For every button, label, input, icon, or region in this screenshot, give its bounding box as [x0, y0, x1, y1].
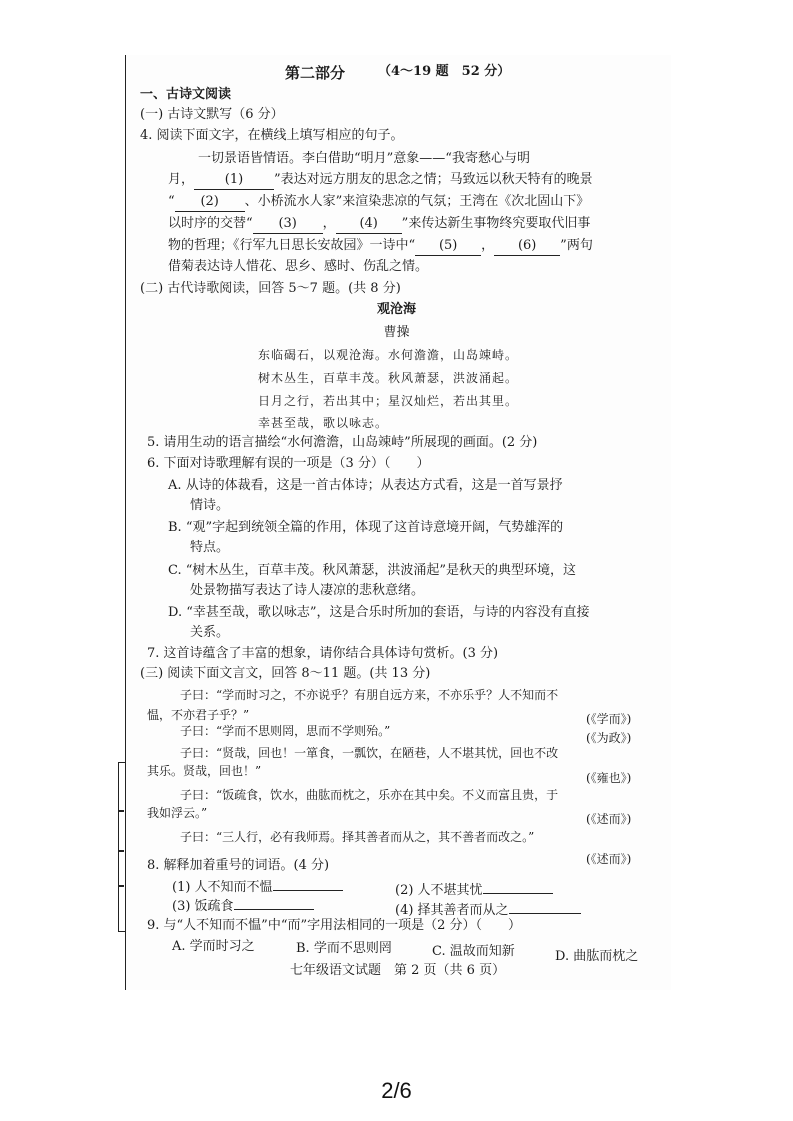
source-label: (《为政》): [586, 731, 632, 745]
margin-bracket: [118, 762, 125, 932]
section-title: 一、古诗文阅读: [140, 87, 232, 102]
classical-para-1: 子曰：“学而时习之，不亦说乎？有朋自远方来，不亦乐乎？人不知而不: [180, 688, 559, 702]
source-label: (《学而》): [586, 712, 632, 726]
q9-option-a[interactable]: A. 学而时习之: [172, 939, 255, 954]
classical-para-5: 子曰：“三人行，必有我师焉。择其善者而从之，其不善者而改之。”: [180, 830, 535, 844]
answer-blank-8-4[interactable]: [509, 913, 581, 914]
classical-para-4: 子曰：“饭疏食，饮水，曲肱而枕之，乐亦在其中矣。不义而富且贵，于: [180, 788, 559, 802]
answer-blank-5[interactable]: (5): [415, 237, 481, 256]
answer-blank-6[interactable]: (6): [494, 237, 560, 256]
margin-tick: [118, 885, 124, 887]
q8-item-4: (4) 择其善者而从之: [395, 902, 581, 920]
option-b[interactable]: B. “观”字起到统领全篇的作用，体现了这首诗意境开阔，气势雄浑的: [168, 520, 564, 535]
q4-line-4: 以时序的交替“ (3) ， (4) ”来传达新生事物终究要取代旧事: [168, 215, 590, 234]
classical-para-4-cont: 我如浮云。”: [147, 806, 208, 820]
margin-tick: [118, 810, 124, 812]
poem-line: 东临碣石，以观沧海。水何澹澹，山岛竦峙。: [258, 348, 519, 362]
subsection-title: (三) 阅读下面文言文，回答 8～11 题。(共 13 分): [140, 666, 431, 681]
source-label: (《述而》): [586, 812, 632, 826]
q4-line-5: 物的哲理；《行军九日思长安故园》一诗中“ (5) ， (6) ”两句: [168, 237, 593, 256]
question-5: 5. 请用生动的语言描绘“水何澹澹，山岛竦峙”所展现的画面。(2 分): [147, 435, 538, 450]
poem-title: 观沧海: [376, 302, 416, 317]
option-c-cont: 处景物描写表达了诗人凄凉的悲秋意绪。: [190, 583, 425, 598]
source-label: (《述而》): [586, 852, 632, 866]
subsection-title: (一) 古诗文默写（6 分）: [140, 107, 284, 122]
answer-blank-1[interactable]: (1): [194, 171, 274, 190]
question-4-stem: 4. 阅读下面文字，在横线上填写相应的句子。: [140, 128, 404, 143]
poem-line: 树木丛生，百草丰茂。秋风萧瑟，洪波涌起。: [258, 371, 519, 385]
poem-line: 幸甚至哉，歌以咏志。: [258, 416, 389, 430]
q4-line-3: “ (2) 、小桥流水人家”来渲染悲凉的气氛；王湾在《次北固山下》: [168, 193, 589, 212]
poem-line: 日月之行，若出其中；星汉灿烂，若出其里。: [258, 394, 519, 408]
answer-blank-4[interactable]: (4): [336, 215, 402, 234]
option-d-cont: 关系。: [190, 625, 230, 640]
answer-blank-2[interactable]: (2): [175, 193, 245, 212]
option-c[interactable]: C. “树木丛生，百草丰茂。秋风萧瑟，洪波涌起”是秋天的典型环境，这: [168, 563, 577, 578]
answer-blank-8-3[interactable]: [234, 909, 314, 910]
classical-para-2: 子曰：“学而不思则罔，思而不学则殆。”: [180, 724, 391, 738]
option-a[interactable]: A. 从诗的体裁看，这是一首古体诗；从表达方式看，这是一首写景抒: [168, 478, 563, 493]
classical-para-1-cont: 愠，不亦君子乎？”: [147, 708, 250, 722]
question-6-stem: 6. 下面对诗歌理解有误的一项是（3 分）（ ）: [147, 456, 430, 471]
q9-option-c[interactable]: C. 温故而知新: [432, 944, 515, 959]
q4-line-2: 月， (1) ”表达对远方朋友的思念之情；马致远以秋天特有的晚景: [168, 171, 593, 190]
q9-option-d[interactable]: D. 曲肱而枕之: [555, 949, 639, 964]
part-range: （4～19 题 52 分）: [378, 64, 511, 79]
answer-blank-8-1[interactable]: [273, 890, 343, 891]
margin-tick: [118, 850, 124, 852]
q9-option-b[interactable]: B. 学而不思则罔: [296, 941, 392, 956]
subsection-title: (二) 古代诗歌阅读，回答 5～7 题。(共 8 分): [140, 281, 401, 296]
classical-para-3: 子曰：“贤哉，回也！一箪食，一瓢饮，在陋巷，人不堪其忧，回也不改: [180, 746, 559, 760]
page-indicator: 2/6: [381, 1078, 412, 1103]
question-7: 7. 这首诗蕴含了丰富的想象，请你结合具体诗句赏析。(3 分): [147, 646, 499, 661]
part-title: 第二部分: [285, 64, 346, 82]
page-footer: 七年级语文试题 第 2 页（共 6 页）: [290, 963, 506, 978]
option-b-cont: 特点。: [190, 540, 230, 555]
answer-blank-3[interactable]: (3): [253, 215, 323, 234]
question-9-stem: 9. 与“人不知而不愠”中“而”字用法相同的一项是（2 分）（ ）: [147, 918, 522, 933]
q8-item-1: (1) 人不知而不愠: [172, 879, 343, 897]
classical-para-3-cont: 其乐。贤哉，回也！”: [147, 764, 262, 778]
q8-item-3: (3) 饭疏食: [172, 898, 314, 916]
question-8-stem: 8. 解释加着重号的词语。(4 分): [147, 858, 330, 873]
source-label: (《雍也》): [586, 771, 632, 785]
answer-blank-8-2[interactable]: [483, 893, 553, 894]
q4-line-1: 一切景语皆情语。李白借助“明月”意象——“我寄愁心与明: [198, 151, 530, 166]
option-d[interactable]: D. “幸甚至哉，歌以咏志”，这是合乐时所加的套语，与诗的内容没有直接: [168, 605, 590, 620]
q4-line-6: 借菊表达诗人惜花、思乡、感时、伤乱之情。: [168, 259, 429, 274]
poem-author: 曹操: [383, 325, 410, 340]
q8-item-2: (2) 人不堪其忧: [395, 882, 553, 900]
option-a-cont: 情诗。: [190, 498, 230, 513]
